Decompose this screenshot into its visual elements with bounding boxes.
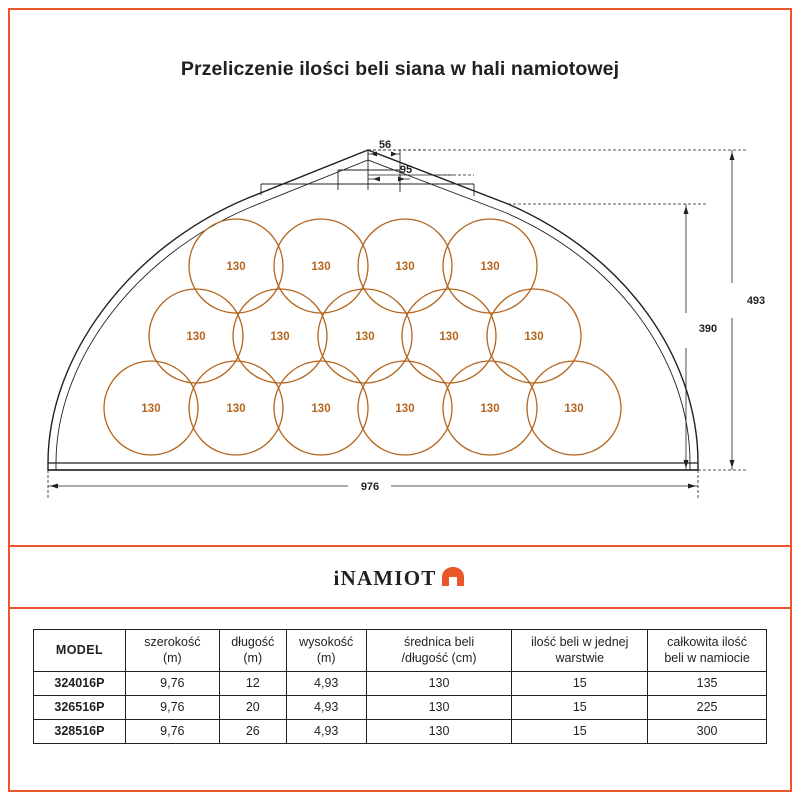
tent-inner-outline — [56, 160, 690, 470]
header-line-2: (m) — [316, 650, 336, 665]
header-line-1: szerokość — [144, 634, 201, 649]
table-header-total-bales — [648, 630, 767, 672]
header-line-2: warstwie — [555, 650, 605, 665]
bale-label: 130 — [480, 403, 500, 416]
cell-per-layer: 15 — [512, 720, 648, 744]
cell-length: 12 — [219, 672, 286, 696]
cell-model: 328516P — [34, 720, 126, 744]
table-row — [34, 696, 767, 720]
table-header-length — [219, 630, 286, 672]
tent-base — [48, 463, 698, 470]
page-title: Przeliczenie ilości beli siana w hali namiotowej — [180, 58, 620, 80]
bale-label: 130 — [226, 403, 246, 416]
bale-label: 130 — [564, 403, 584, 416]
table-header-model — [34, 630, 126, 672]
dimension-label-56: 56 — [378, 139, 392, 151]
cell-length: 26 — [219, 720, 286, 744]
bale-label: 130 — [226, 261, 246, 274]
tent-cross-section-diagram — [8, 108, 792, 538]
cell-total: 300 — [648, 720, 767, 744]
brand-logo — [0, 556, 800, 600]
table-header-width — [125, 630, 219, 672]
cell-model: 326516P — [34, 696, 126, 720]
cell-total: 225 — [648, 696, 767, 720]
cell-length: 20 — [219, 696, 286, 720]
table-row — [34, 672, 767, 696]
tent-house-icon — [440, 565, 466, 592]
dimension-label-493: 493 — [746, 295, 766, 307]
header-line-1: całkowita ilość — [667, 634, 748, 649]
cell-height: 4,93 — [286, 696, 366, 720]
cell-diameter: 130 — [366, 720, 512, 744]
table-header-diameter — [366, 630, 512, 672]
bale-label: 130 — [480, 261, 500, 274]
header-line-2: beli w namiocie — [664, 650, 750, 665]
cell-per-layer: 15 — [512, 672, 648, 696]
bale-row-bottom — [104, 361, 621, 455]
cell-height: 4,93 — [286, 672, 366, 696]
tent-outline — [48, 150, 698, 470]
header-line-2: (m) — [243, 650, 263, 665]
header-line-1: ilość beli w jednej — [531, 634, 629, 649]
cell-diameter: 130 — [366, 696, 512, 720]
table-header-height — [286, 630, 366, 672]
header-line-1: długość — [231, 634, 275, 649]
table-header-bales-per-layer — [512, 630, 648, 672]
cell-model: 324016P — [34, 672, 126, 696]
bale-label: 130 — [270, 331, 290, 344]
bale-label: 130 — [439, 331, 459, 344]
header-line-1: wysokość — [299, 634, 354, 649]
cell-width: 9,76 — [125, 720, 219, 744]
bale-label: 130 — [395, 261, 415, 274]
table-header-row — [34, 630, 767, 672]
cell-total: 135 — [648, 672, 767, 696]
cell-diameter: 130 — [366, 672, 512, 696]
header-line-1: MODEL — [55, 642, 104, 657]
apex-frame-lines — [248, 150, 508, 204]
divider-above-logo — [8, 545, 792, 547]
bale-label: 130 — [311, 403, 331, 416]
dimension-label-95: 95 — [399, 164, 413, 176]
bale-label: 130 — [141, 403, 161, 416]
bale-label: 130 — [524, 331, 544, 344]
cell-width: 9,76 — [125, 696, 219, 720]
bale-label: 130 — [311, 261, 331, 274]
dimension-height-total — [368, 150, 748, 470]
dimension-label-390: 390 — [698, 323, 718, 335]
header-line-2: /długość (cm) — [401, 650, 477, 665]
specification-table — [33, 629, 767, 744]
dimension-label-976: 976 — [360, 481, 380, 493]
table-row — [34, 720, 767, 744]
brand-name: iNAMIOT — [333, 565, 437, 590]
dimension-top-small — [368, 150, 428, 170]
cell-height: 4,93 — [286, 720, 366, 744]
cell-width: 9,76 — [125, 672, 219, 696]
cell-per-layer: 15 — [512, 696, 648, 720]
bale-label: 130 — [186, 331, 206, 344]
header-line-1: średnica beli — [403, 634, 475, 649]
header-line-2: (m) — [162, 650, 182, 665]
bale-label: 130 — [395, 403, 415, 416]
bale-label: 130 — [355, 331, 375, 344]
divider-below-logo — [8, 607, 792, 609]
